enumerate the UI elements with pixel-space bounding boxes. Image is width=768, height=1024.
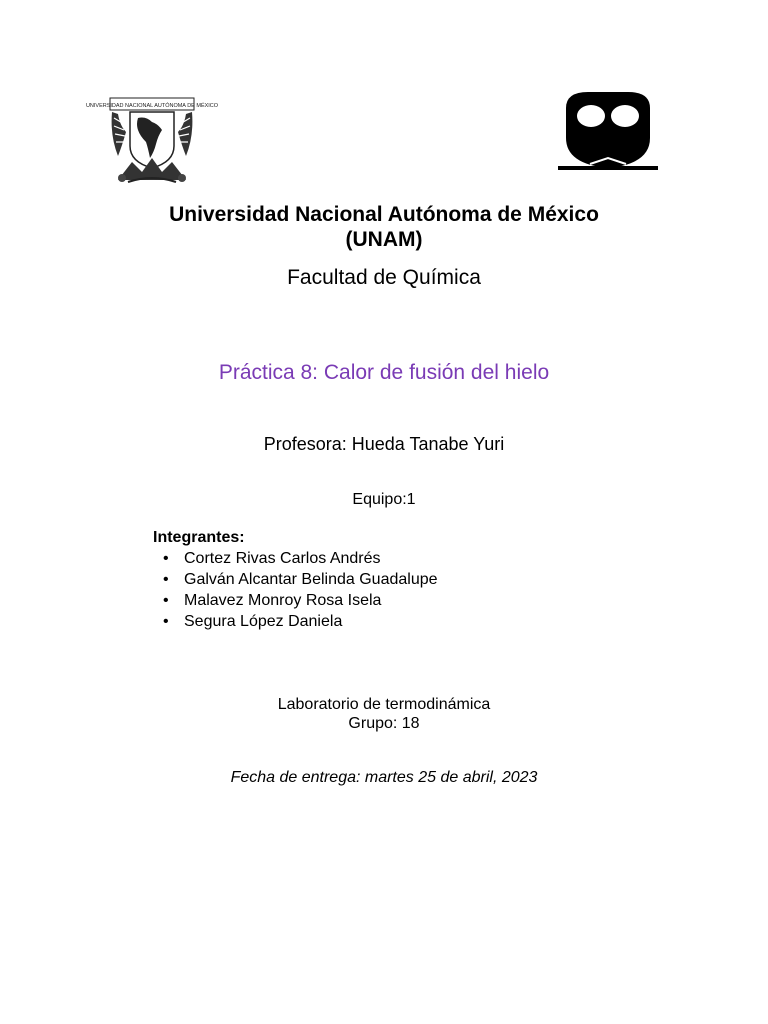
lab-group: Grupo: 18: [348, 715, 420, 732]
bullet: •: [163, 550, 169, 567]
facultad-quimica-owl-icon: [558, 88, 658, 176]
members-heading: Integrantes:: [153, 529, 245, 546]
members-section: [153, 528, 438, 632]
faculty-name: Facultad de Química: [287, 266, 481, 289]
unam-coat-of-arms-icon: [85, 96, 219, 188]
member-name: Malavez Monroy Rosa Isela: [184, 592, 382, 609]
bullet: •: [163, 592, 169, 609]
list-item: [153, 611, 438, 632]
svg-text:UNIVERSIDAD NACIONAL AUTÓNOMA: UNIVERSIDAD NACIONAL AUTÓNOMA DE MÉXICO: [85, 103, 219, 109]
practice-title: Práctica 8: Calor de fusión del hielo: [218, 361, 550, 384]
university-line-2: (UNAM): [345, 228, 423, 251]
member-name: Segura López Daniela: [184, 613, 343, 630]
bullet: •: [163, 613, 169, 630]
university-name: [0, 202, 768, 252]
list-item: [153, 590, 438, 611]
delivery-date: Fecha de entrega: martes 25 de abril, 2023: [230, 769, 538, 786]
lab-info: [0, 695, 768, 733]
member-name: Cortez Rivas Carlos Andrés: [184, 550, 381, 567]
lab-name: Laboratorio de termodinámica: [277, 696, 491, 713]
list-item: [153, 569, 438, 590]
team: Equipo:1: [352, 491, 416, 508]
member-name: Galván Alcantar Belinda Guadalupe: [184, 571, 438, 588]
list-item: [153, 548, 438, 569]
professor: Profesora: Hueda Tanabe Yuri: [263, 434, 505, 454]
bullet: •: [163, 571, 169, 588]
university-line-1: Universidad Nacional Autónoma de México: [169, 203, 599, 226]
members-list: [153, 548, 438, 632]
